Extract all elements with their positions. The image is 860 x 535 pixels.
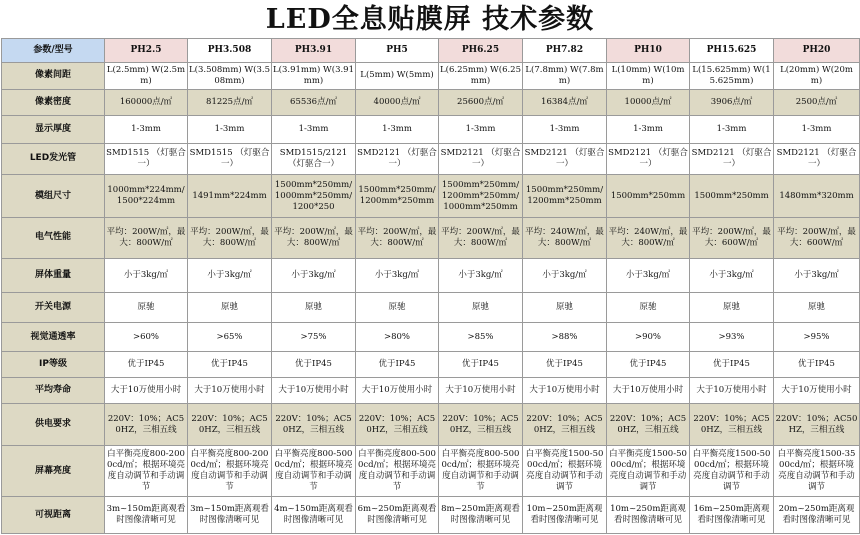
table-cell: 220V：10%；AC50HZ，三相五线: [356, 404, 439, 446]
table-cell: 1-3mm: [105, 116, 188, 144]
table-cell: 白平衡亮度800-5000cd/㎡；根据环境亮度自动调节和手动调节: [356, 446, 439, 497]
table-row: [2, 217, 860, 258]
table-cell: 65536点/㎡: [272, 89, 356, 116]
table-row: [2, 446, 860, 497]
table-cell: 220V：10%；AC50HZ，三相五线: [690, 404, 774, 446]
page-title: LED全息贴膜屏 技术参数: [265, 4, 595, 35]
table-cell: 6m~250m距离观看时图像清晰可见: [356, 497, 439, 534]
table-cell: 小于3kg/㎡: [607, 258, 690, 293]
table-cell: >93%: [690, 322, 774, 352]
table-cell: 大于10万使用小时: [690, 377, 774, 404]
table-row: [2, 352, 860, 377]
table-cell: 大于10万使用小时: [523, 377, 607, 404]
table-cell: 小于3kg/㎡: [523, 258, 607, 293]
model-header: PH20: [774, 39, 860, 63]
table-cell: 白平衡亮度800-2000cd/㎡；根据环境亮度自动调节和手动调节: [105, 446, 188, 497]
table-cell: 3906点/㎡: [690, 89, 774, 116]
table-cell: 小于3kg/㎡: [690, 258, 774, 293]
table-cell: 1500mm*250mm/1200mm*250mm/1000mm*250mm: [439, 175, 523, 218]
table-cell: 优于IP45: [439, 352, 523, 377]
table-cell: 3m~150m距离观看时图像清晰可见: [105, 497, 188, 534]
row-label: 像素密度: [2, 89, 105, 116]
table-cell: 1500mm*250mm/1200mm*250mm: [523, 175, 607, 218]
table-cell: 小于3kg/㎡: [188, 258, 272, 293]
spec-table-body: [2, 63, 860, 534]
table-row: [2, 377, 860, 404]
table-cell: L(7.8mm) W(7.8mm): [523, 63, 607, 90]
table-cell: L(10mm) W(10mm): [607, 63, 690, 90]
table-cell: 1500mm*250mm/1000mm*250mm/1200*250: [272, 175, 356, 218]
table-cell: 大于10万使用小时: [105, 377, 188, 404]
table-cell: SMD2121 （灯驱合一）: [523, 143, 607, 175]
table-cell: 原驰: [774, 293, 860, 323]
table-cell: 1-3mm: [439, 116, 523, 144]
spec-table: [1, 38, 860, 534]
table-cell: 16m~250m距离观看时图像清晰可见: [690, 497, 774, 534]
table-cell: 平均：200W/㎡，最大：600W/㎡: [690, 217, 774, 258]
table-cell: 优于IP45: [356, 352, 439, 377]
table-cell: 大于10万使用小时: [188, 377, 272, 404]
table-cell: 1500mm*250mm: [690, 175, 774, 218]
row-label: 可视距离: [2, 497, 105, 534]
table-cell: 白平衡亮度1500-5000cd/㎡；根据环境亮度自动调节和手动调节: [690, 446, 774, 497]
table-cell: 1500mm*250mm/1200mm*250mm: [356, 175, 439, 218]
table-cell: 160000点/㎡: [105, 89, 188, 116]
table-cell: 1-3mm: [774, 116, 860, 144]
table-cell: 大于10万使用小时: [272, 377, 356, 404]
table-cell: 8m~250m距离观看时图像清晰可见: [439, 497, 523, 534]
table-cell: 大于10万使用小时: [439, 377, 523, 404]
table-cell: 平均：200W/㎡，最大：800W/㎡: [188, 217, 272, 258]
table-cell: >80%: [356, 322, 439, 352]
table-cell: 220V：10%；AC50HZ，三相五线: [439, 404, 523, 446]
table-cell: 220V：10%；AC50HZ，三相五线: [272, 404, 356, 446]
table-cell: 小于3kg/㎡: [105, 258, 188, 293]
table-cell: SMD2121 （灯驱合一）: [439, 143, 523, 175]
table-cell: 白平衡亮度1500-5000cd/㎡；根据环境亮度自动调节和手动调节: [523, 446, 607, 497]
table-cell: 原驰: [690, 293, 774, 323]
table-cell: 原驰: [105, 293, 188, 323]
table-cell: 平均：200W/㎡，最大：800W/㎡: [105, 217, 188, 258]
table-cell: SMD2121 （灯驱合一）: [607, 143, 690, 175]
table-cell: SMD1515 （灯驱合一）: [188, 143, 272, 175]
row-label: 平均寿命: [2, 377, 105, 404]
table-cell: 10m~250m距离观看时图像清晰可见: [523, 497, 607, 534]
row-label: LED发光管: [2, 143, 105, 175]
table-cell: 平均：200W/㎡，最大：800W/㎡: [272, 217, 356, 258]
table-cell: 白平衡亮度800-5000cd/㎡；根据环境亮度自动调节和手动调节: [439, 446, 523, 497]
table-cell: >65%: [188, 322, 272, 352]
table-cell: L(2.5mm) W(2.5mm): [105, 63, 188, 90]
table-cell: >85%: [439, 322, 523, 352]
model-header: PH2.5: [105, 39, 188, 63]
model-header: PH7.82: [523, 39, 607, 63]
table-cell: 2500点/㎡: [774, 89, 860, 116]
table-cell: 原驰: [439, 293, 523, 323]
table-cell: 大于10万使用小时: [356, 377, 439, 404]
row-label: 显示厚度: [2, 116, 105, 144]
table-row: [2, 175, 860, 218]
table-cell: 白平衡亮度1500-5000cd/㎡；根据环境亮度自动调节和手动调节: [607, 446, 690, 497]
row-label: 屏体重量: [2, 258, 105, 293]
table-cell: 25600点/㎡: [439, 89, 523, 116]
table-cell: 原驰: [607, 293, 690, 323]
row-label: 供电要求: [2, 404, 105, 446]
table-cell: 平均：240W/㎡，最大：800W/㎡: [523, 217, 607, 258]
table-cell: 4m~150m距离观看时图像清晰可见: [272, 497, 356, 534]
table-cell: 平均：200W/㎡，最大：600W/㎡: [774, 217, 860, 258]
table-cell: 优于IP45: [272, 352, 356, 377]
row-label: 视觉通透率: [2, 322, 105, 352]
table-cell: >88%: [523, 322, 607, 352]
table-row: [2, 116, 860, 144]
table-cell: L(3.508mm) W(3.508mm): [188, 63, 272, 90]
table-cell: 1480mm*320mm: [774, 175, 860, 218]
table-cell: 小于3kg/㎡: [439, 258, 523, 293]
table-cell: >90%: [607, 322, 690, 352]
table-cell: 白平衡亮度800-5000cd/㎡；根据环境亮度自动调节和手动调节: [272, 446, 356, 497]
model-header: PH10: [607, 39, 690, 63]
table-cell: 原驰: [356, 293, 439, 323]
row-label: 电气性能: [2, 217, 105, 258]
table-row: [2, 404, 860, 446]
table-cell: 优于IP45: [690, 352, 774, 377]
table-cell: L(20mm) W(20mm): [774, 63, 860, 90]
table-cell: L(6.25mm) W(6.25mm): [439, 63, 523, 90]
model-header: PH15.625: [690, 39, 774, 63]
table-cell: SMD2121 （灯驱合一）: [690, 143, 774, 175]
row-label: 模组尺寸: [2, 175, 105, 218]
table-cell: 1491mm*224mm: [188, 175, 272, 218]
table-row: [2, 143, 860, 175]
table-cell: 白平衡亮度800-2000cd/㎡；根据环境亮度自动调节和手动调节: [188, 446, 272, 497]
table-row: [2, 293, 860, 323]
table-cell: 平均：240W/㎡，最大：800W/㎡: [607, 217, 690, 258]
table-cell: 原驰: [188, 293, 272, 323]
table-cell: 优于IP45: [774, 352, 860, 377]
table-cell: 40000点/㎡: [356, 89, 439, 116]
table-row: [2, 497, 860, 534]
model-header: PH3.508: [188, 39, 272, 63]
table-cell: 优于IP45: [607, 352, 690, 377]
table-cell: 平均：200W/㎡，最大：800W/㎡: [439, 217, 523, 258]
table-cell: 220V：10%；AC50HZ，三相五线: [774, 404, 860, 446]
table-cell: 220V：10%；AC50HZ，三相五线: [523, 404, 607, 446]
table-row: [2, 63, 860, 90]
table-cell: L(5mm) W(5mm): [356, 63, 439, 90]
table-cell: 大于10万使用小时: [774, 377, 860, 404]
table-cell: 小于3kg/㎡: [356, 258, 439, 293]
table-cell: SMD2121 （灯驱合一）: [774, 143, 860, 175]
table-cell: SMD1515/2121 （灯驱合一）: [272, 143, 356, 175]
row-label: 像素间距: [2, 63, 105, 90]
table-cell: 220V：10%；AC50HZ，三相五线: [105, 404, 188, 446]
table-cell: 1-3mm: [356, 116, 439, 144]
table-cell: 81225点/㎡: [188, 89, 272, 116]
model-header: PH3.91: [272, 39, 356, 63]
table-cell: 1500mm*250mm: [607, 175, 690, 218]
table-row: [2, 258, 860, 293]
table-cell: 小于3kg/㎡: [774, 258, 860, 293]
row-label: IP等级: [2, 352, 105, 377]
model-header: PH5: [356, 39, 439, 63]
table-row: [2, 89, 860, 116]
table-cell: 小于3kg/㎡: [272, 258, 356, 293]
table-row: [2, 322, 860, 352]
table-cell: SMD2121 （灯驱合一）: [356, 143, 439, 175]
header-row: [2, 39, 860, 63]
table-cell: 1-3mm: [523, 116, 607, 144]
table-cell: 优于IP45: [105, 352, 188, 377]
table-cell: 平均：200W/㎡，最大：800W/㎡: [356, 217, 439, 258]
table-cell: L(15.625mm) W(15.625mm): [690, 63, 774, 90]
table-cell: SMD1515 （灯驱合一）: [105, 143, 188, 175]
table-cell: 1-3mm: [690, 116, 774, 144]
table-cell: >60%: [105, 322, 188, 352]
table-cell: 220V：10%；AC50HZ，三相五线: [188, 404, 272, 446]
table-cell: 10000点/㎡: [607, 89, 690, 116]
table-cell: 10m~250m距离观看时图像清晰可见: [607, 497, 690, 534]
table-cell: 大于10万使用小时: [607, 377, 690, 404]
table-cell: 1-3mm: [188, 116, 272, 144]
row-label: 开关电源: [2, 293, 105, 323]
table-cell: 16384点/㎡: [523, 89, 607, 116]
corner-header: 参数/型号: [2, 39, 105, 63]
table-cell: 优于IP45: [188, 352, 272, 377]
row-label: 屏幕亮度: [2, 446, 105, 497]
table-cell: >95%: [774, 322, 860, 352]
table-cell: 1000mm*224mm/1500*224mm: [105, 175, 188, 218]
table-cell: 3m~150m距离观看时图像清晰可见: [188, 497, 272, 534]
table-cell: 白平衡亮度1500-3500cd/㎡；根据环境亮度自动调节和手动调节: [774, 446, 860, 497]
model-header: PH6.25: [439, 39, 523, 63]
table-cell: 1-3mm: [607, 116, 690, 144]
table-cell: 1-3mm: [272, 116, 356, 144]
table-cell: >75%: [272, 322, 356, 352]
table-cell: 优于IP45: [523, 352, 607, 377]
table-cell: L(3.91mm) W(3.91mm): [272, 63, 356, 90]
table-cell: 20m~250m距离观看时图像清晰可见: [774, 497, 860, 534]
table-cell: 原驰: [523, 293, 607, 323]
table-cell: 220V：10%；AC50HZ，三相五线: [607, 404, 690, 446]
table-cell: 原驰: [272, 293, 356, 323]
